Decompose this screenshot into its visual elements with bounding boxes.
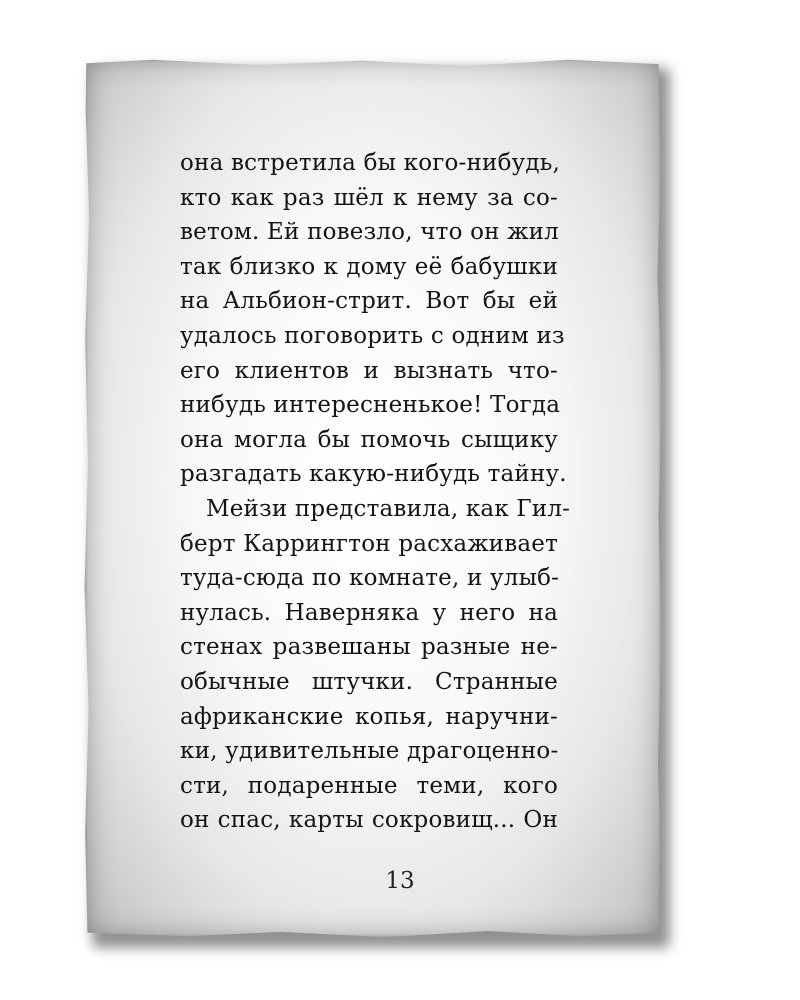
text-line: она встретила бы кого-нибудь,: [180, 150, 560, 176]
text-line: его клиентов и вызнать что-: [180, 357, 558, 384]
text-line: на Альбион-стрит. Вот бы ей: [180, 288, 558, 315]
text-line: ки, удивительные драгоценно-: [180, 738, 559, 765]
text-line: так близко к дому её бабушки: [180, 253, 558, 280]
text-line: удалось поговорить с одним из: [180, 322, 565, 349]
text-line: нибудь интересненькое! Тогда: [180, 392, 561, 419]
text-line: обычные штучки. Странные: [180, 668, 558, 695]
text-line: сти, подаренные теми, кого: [180, 772, 558, 799]
text-line: африканские копья, наручни-: [180, 703, 558, 730]
text-line: туда-сюда по комнате, и улыб-: [180, 565, 560, 592]
text-line: разгадать какую-нибудь тайну.: [180, 461, 567, 488]
text-line: нулась. Наверняка у него на: [180, 599, 558, 626]
text-line-paragraph-start: Мейзи представила, как Гил-: [206, 495, 571, 522]
text-line: кто как раз шёл к нему за со-: [180, 184, 558, 211]
text-line: берт Каррингтон расхаживает: [180, 530, 558, 557]
text-line: стенах развешаны разные не-: [180, 634, 558, 661]
page-number: 13: [385, 868, 415, 894]
text-line: ветом. Ей повезло, что он жил: [180, 219, 559, 246]
text-line: он спас, карты сокровищ... Он: [180, 807, 558, 834]
text-line: она могла бы помочь сыщику: [180, 426, 558, 453]
body-text: [180, 146, 571, 838]
